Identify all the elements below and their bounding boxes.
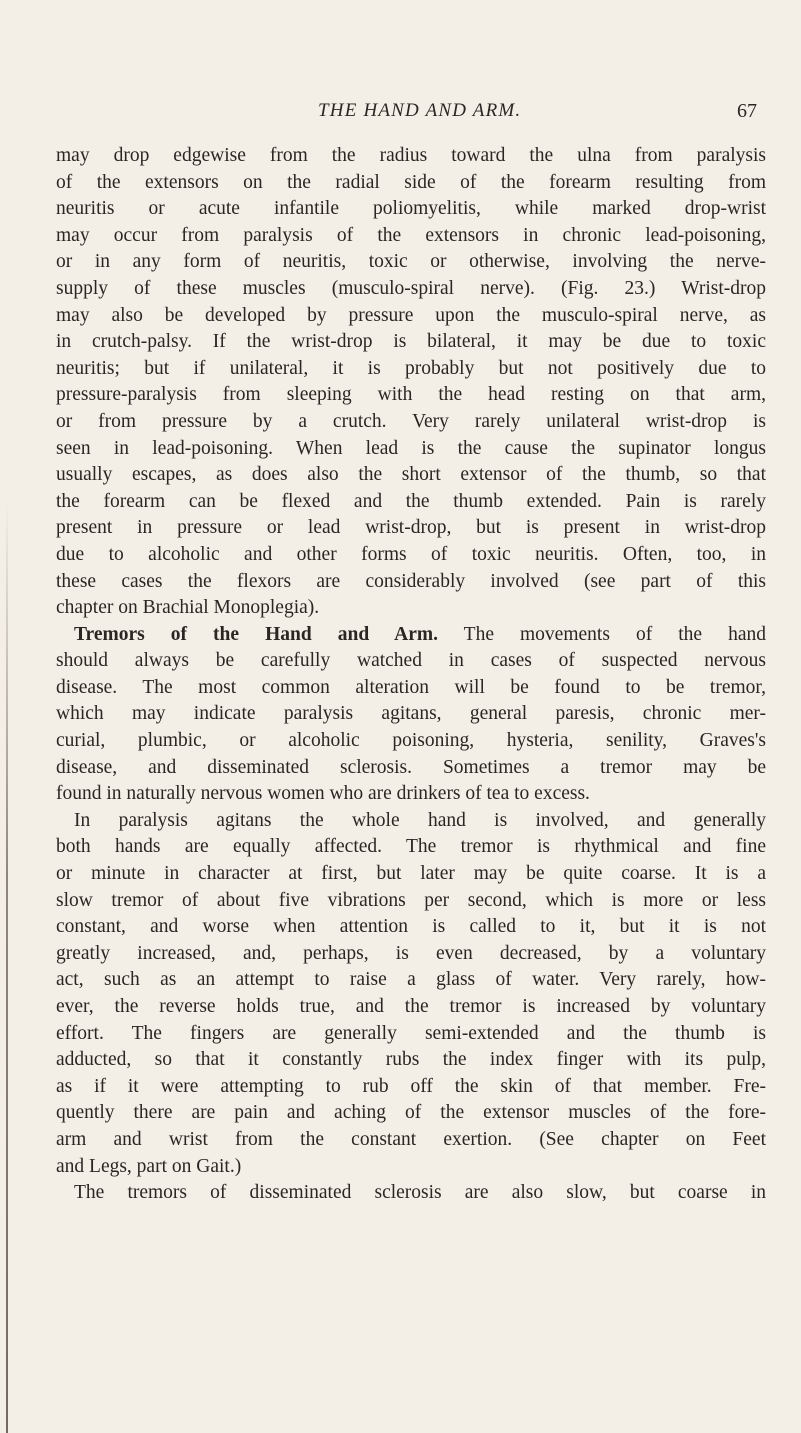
page-edge-shadow <box>0 500 12 1433</box>
text-line: greatly increased, and, perhaps, is even decreased, by a voluntary <box>56 942 766 964</box>
text-line: supply of these muscles (musculo-spiral nerve). (Fig. 23.) Wrist-drop <box>56 277 766 299</box>
text-line: or in any form of neuritis, toxic or otherwise, involving the nerve- <box>56 251 766 273</box>
text-line: slow tremor of about five vibrations per second, which is more or less <box>56 889 766 911</box>
text-line: due to alcoholic and other forms of toxic neuritis. Often, too, in <box>56 543 766 565</box>
text-line: constant, and worse when attention is called to it, but it is not <box>56 916 766 938</box>
section-first-line <box>56 622 766 649</box>
text-line: neuritis; but if unilateral, it is probably but not positively due to <box>56 357 766 379</box>
text-line: which may indicate paralysis agitans, general paresis, chronic mer- <box>56 703 766 725</box>
text-line: or minute in character at first, but later may be quite coarse. It is a <box>56 863 766 885</box>
page-edge-line <box>6 500 8 1433</box>
text-line: may drop edgewise from the radius toward the ulna from paralysis <box>56 145 766 166</box>
text-line: may occur from paralysis of the extensors in chronic lead-poisoning, <box>56 224 766 246</box>
text-line: quently there are pain and aching of the extensor muscles of the fore- <box>56 1102 766 1124</box>
text-line: as if it were attempting to rub off the skin of that member. Fre- <box>56 1075 766 1097</box>
text-line: chapter on Brachial Monoplegia). <box>56 597 320 619</box>
text-line: disease. The most common alteration will be found to be tremor, <box>56 676 766 698</box>
text-line: found in naturally nervous women who are drinkers of tea to excess. <box>56 783 590 805</box>
text-line: usually escapes, as does also the short extensor of the thumb, so that <box>56 464 766 486</box>
text-line: the forearm can be flexed and the thumb extended. Pain is rarely <box>56 490 766 512</box>
text-line: should always be carefully watched in cases of suspected nervous <box>56 650 766 672</box>
text-line: curial, plumbic, or alcoholic poisoning, hysteria, senility, Graves's <box>56 730 766 752</box>
text-line: neuritis or acute infantile poliomyelitis, while marked drop-wrist <box>56 198 766 220</box>
text-line: pressure-paralysis from sleeping with the head resting on that arm, <box>56 384 766 406</box>
section-first-line-rest: The movements of the hand <box>463 623 766 645</box>
text-line: act, such as an attempt to raise a glass of water. Very rarely, how- <box>56 969 766 991</box>
running-title: THE HAND AND ARM. <box>318 100 522 121</box>
text-line: in crutch-palsy. If the wrist-drop is bilateral, it may be due to toxic <box>56 331 766 353</box>
text-line: effort. The fingers are generally semi-extended and the thumb is <box>56 1022 766 1044</box>
section-heading: Tremors of the Hand and Arm. <box>74 623 438 645</box>
text-line: disease, and disseminated sclerosis. Sometimes a tremor may be <box>56 756 766 778</box>
page-number: 67 <box>737 100 757 122</box>
text-line: present in pressure or lead wrist-drop, but is present in wrist-drop <box>56 517 766 539</box>
text-line: adducted, so that it constantly rubs the index finger with its pulp, <box>56 1049 766 1071</box>
text-line: both hands are equally affected. The tremor is rhythmical and fine <box>56 836 766 858</box>
text-line: and Legs, part on Gait.) <box>56 1155 242 1177</box>
text-line: arm and wrist from the constant exertion. (See chapter on Feet <box>56 1128 766 1150</box>
text-line: of the extensors on the radial side of the forearm resulting from <box>56 171 766 193</box>
text-line: In paralysis agitans the whole hand is involved, and generally <box>74 809 766 831</box>
text-line: seen in lead-poisoning. When lead is the cause the supinator longus <box>56 437 766 459</box>
body-text <box>56 143 766 1207</box>
running-head <box>0 96 801 126</box>
text-line: these cases the flexors are considerably involved (see part of this <box>56 570 766 592</box>
text-line: ever, the reverse holds true, and the tremor is increased by voluntary <box>56 996 766 1017</box>
text-line: may also be developed by pressure upon the musculo-spiral nerve, as <box>56 304 766 326</box>
text-line: The tremors of disseminated sclerosis are also slow, but coarse in <box>74 1182 766 1204</box>
text-line: or from pressure by a crutch. Very rarely unilateral wrist-drop is <box>56 410 766 432</box>
